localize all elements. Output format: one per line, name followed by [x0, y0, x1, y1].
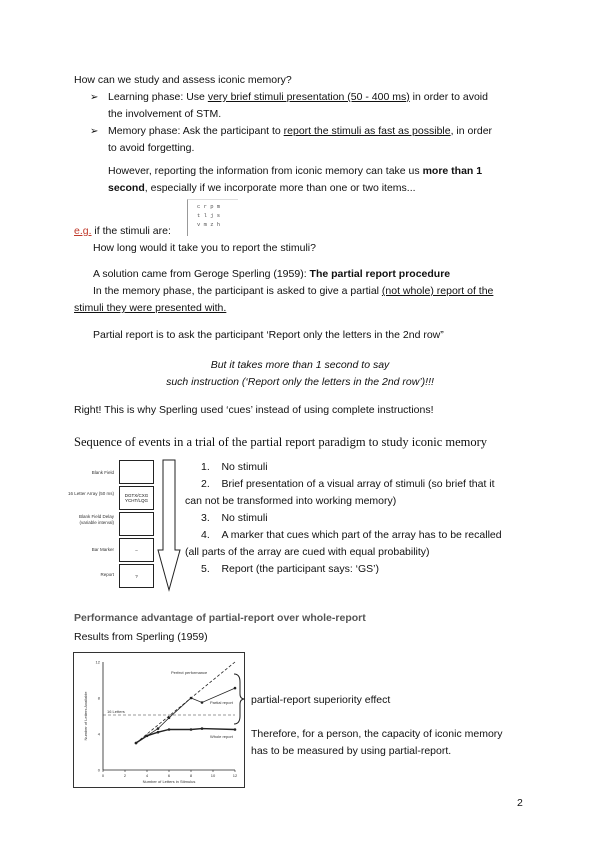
however-line1 — [108, 163, 482, 180]
step-2 — [201, 476, 495, 493]
seq-box-delay — [119, 512, 154, 536]
data-point — [157, 727, 160, 730]
step-2-cont: can not be transformed into working memory) — [185, 495, 397, 507]
however-line2 — [108, 180, 416, 197]
x-tick-label: 10 — [210, 773, 216, 778]
learning-phase-suffix: in order to avoid — [409, 91, 488, 103]
solution-line2-prefix: In the memory phase, the participant is asked to give a partial — [93, 285, 382, 297]
however-suffix: , especially if we incorporate more than one or two items... — [144, 182, 416, 194]
annot-perfect: Perfect performance — [171, 670, 208, 675]
eg-text: if the stimuli are: — [91, 225, 171, 237]
memory-phase-suffix: , in order — [450, 125, 493, 137]
italic-note-line2: such instruction (‘Report only the letters in the 2nd row’)!!! — [166, 376, 434, 388]
x-tick-label: 4 — [145, 773, 149, 778]
eg-label: e.g. — [74, 225, 92, 237]
arrow-bullet-icon: ➢ — [90, 92, 99, 103]
superiority-label: partial-report superiority effect — [251, 694, 391, 706]
memory-phase-prefix: Memory phase: Ask the participant to — [108, 125, 284, 137]
right-brace-icon — [232, 672, 246, 726]
annot-whole: Whole report — [210, 734, 233, 739]
heading-question: How can we study and assess iconic memory? — [74, 74, 292, 86]
seq-box-bar-marker: – — [119, 538, 154, 562]
eg-line — [74, 223, 171, 240]
step-3-text: No stimuli — [221, 512, 268, 524]
seq-box-report: ? — [119, 564, 154, 588]
y-tick-label: 4 — [97, 731, 100, 737]
x-tick-label: 0 — [101, 773, 105, 778]
step-1-text: No stimuli — [221, 461, 268, 473]
conclusion-line2: has to be measured by using partial-report. — [251, 745, 452, 757]
solution-prefix: A solution came from Geroge Sperling (1959): — [93, 268, 310, 280]
solution-bold: The partial report procedure — [309, 268, 451, 280]
data-point — [201, 701, 204, 704]
y-tick-label: 0 — [97, 767, 100, 773]
step-1 — [201, 459, 268, 476]
seq-label-delay: Blank Field Delay (variable interval) — [78, 514, 114, 525]
seq-label-letter-array: 16 Letter Array (50 ms) — [67, 491, 114, 496]
data-point — [190, 728, 193, 731]
seq-label-blank-field: Blank Field — [91, 470, 114, 475]
step-2-num: 2. — [201, 478, 210, 490]
step-4-text: A marker that cues which part of the array has to be recalled — [221, 529, 502, 541]
memory-phase-line2: to avoid forgetting. — [108, 142, 195, 154]
sperling-results-chart — [73, 652, 245, 788]
data-point — [201, 727, 204, 730]
seq-label-report: Report — [100, 572, 114, 577]
sequence-title: Sequence of events in a trial of the partial report paradigm to study iconic memory — [74, 435, 488, 449]
step-5 — [201, 561, 379, 578]
x-tick-label: 8 — [189, 773, 193, 778]
step-5-text: Report (the participant says: ‘GS’) — [221, 563, 379, 575]
x-tick-label: 6 — [167, 773, 171, 778]
step-3 — [201, 510, 268, 527]
however-bold: more than 1 — [422, 165, 483, 177]
data-point — [234, 728, 237, 731]
solution-line2 — [93, 283, 493, 300]
solution-line1 — [93, 266, 450, 283]
data-point — [157, 731, 160, 734]
step-1-num: 1. — [201, 461, 210, 473]
stimuli-row-2: t l j s — [197, 212, 221, 219]
annot-sixteen: 16 Letters — [107, 709, 125, 714]
x-tick-label: 12 — [232, 773, 238, 778]
learning-phase-line2: the involvement of STM. — [108, 108, 222, 120]
step-5-num: 5. — [201, 563, 210, 575]
step-3-num: 3. — [201, 512, 210, 524]
x-tick-label: 2 — [123, 773, 127, 778]
y-tick-label: 8 — [97, 695, 100, 701]
annot-partial: Partial report — [210, 700, 233, 705]
y-tick-label: 12 — [95, 659, 100, 665]
however-bold-second: second — [108, 182, 145, 194]
chart-xlabel: Number of Letters in Stimulus — [142, 779, 196, 784]
page-number: 2 — [517, 797, 523, 809]
learning-phase-line1 — [90, 89, 488, 106]
arrow-bullet-icon: ➢ — [90, 126, 99, 137]
italic-note-line1: But it takes more than 1 second to say — [210, 359, 390, 371]
seq-label-bar-marker: Bar Marker — [91, 547, 114, 552]
learning-phase-prefix: Learning phase: Use — [108, 91, 208, 103]
right-note: Right! This is why Sperling used ‘cues’ instead of using complete instructions! — [74, 404, 434, 416]
memory-phase-line1 — [90, 123, 493, 140]
stimuli-grid — [187, 199, 238, 236]
performance-heading: Performance advantage of partial-report over whole-report — [74, 612, 366, 624]
solution-line2-underlined: (not whole) report of the — [381, 285, 494, 297]
step-4-cont: (all parts of the array are cued with equal probability) — [185, 546, 430, 558]
results-heading: Results from Sperling (1959) — [74, 631, 208, 643]
solution-line3: stimuli they were presented with. — [74, 302, 227, 314]
chart-ylabel: Number of Letters Available — [83, 691, 88, 741]
stimuli-row-3: v m z h — [197, 221, 221, 228]
conclusion-line1: Therefore, for a person, the capacity of iconic memory — [251, 728, 503, 740]
however-prefix: However, reporting the information from iconic memory can take us — [108, 165, 423, 177]
step-4-num: 4. — [201, 529, 210, 541]
seq-box-blank-field — [119, 460, 154, 484]
stimuli-row-1: c r p m — [197, 203, 221, 210]
step-4 — [201, 527, 502, 544]
memory-phase-underlined: report the stimuli as fast as possible — [283, 125, 451, 137]
learning-phase-underlined: very brief stimuli presentation (50 - 400 ms) — [207, 91, 410, 103]
partial-report-text: Partial report is to ask the participant ‘Report only the letters in the 2nd row” — [93, 329, 444, 341]
seq-box-letter-array: DGTX/CXG YCHT/LQG — [119, 486, 154, 510]
eg-question: How long would it take you to report the stimuli? — [93, 242, 316, 254]
data-point — [168, 728, 171, 731]
down-arrow-icon — [156, 458, 182, 592]
step-2-text: Brief presentation of a visual array of stimuli (so brief that it — [221, 478, 495, 490]
